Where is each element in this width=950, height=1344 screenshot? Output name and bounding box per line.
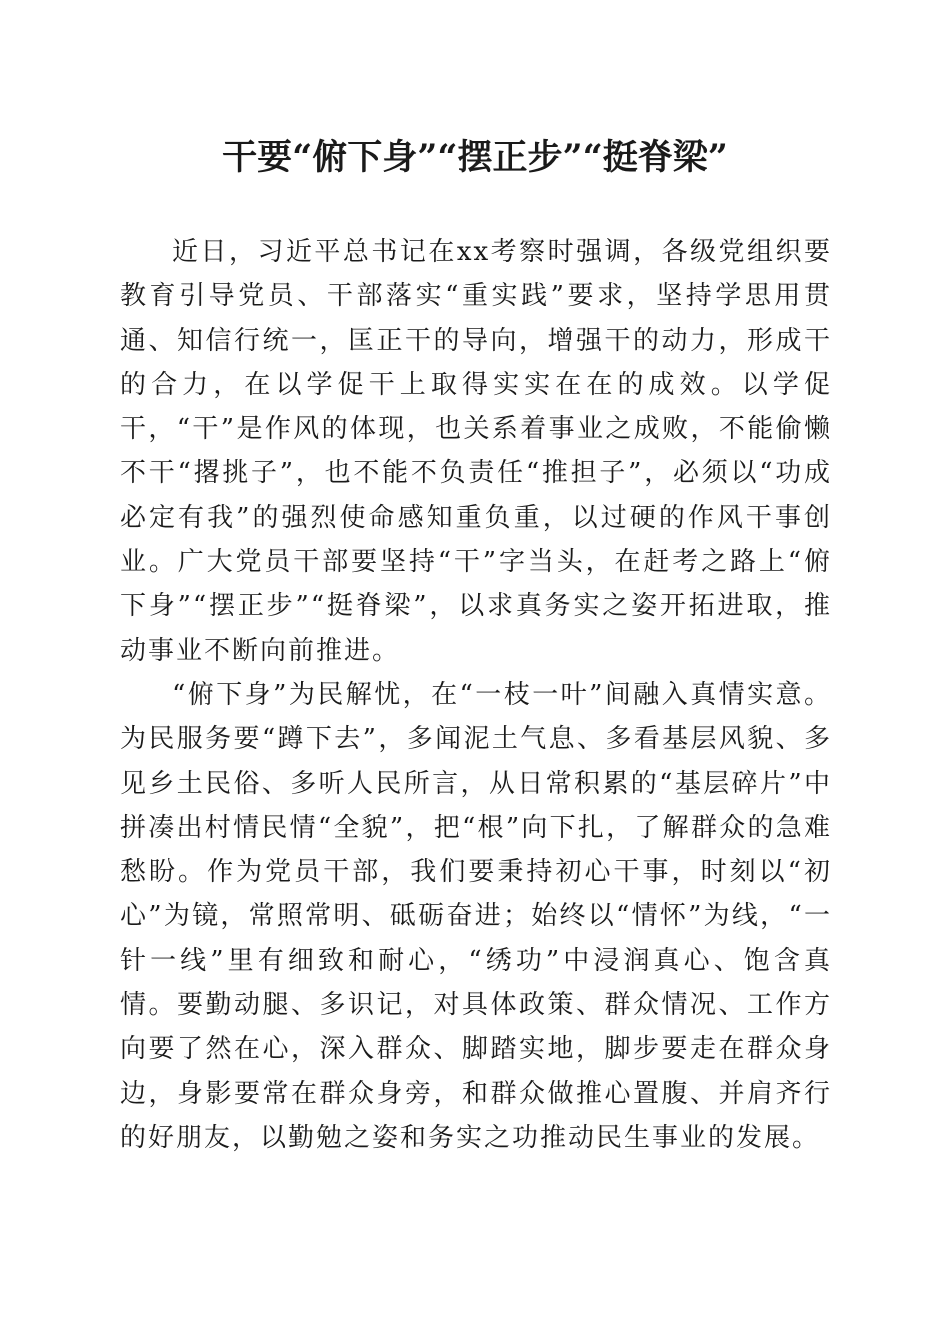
paragraph-1: 近日，习近平总书记在xx考察时强调，各级党组织要教育引导党员、干部落实“重实践”要求，坚持学思用贯通、知信行统一，匡正干的导向，增强干的动力，形成干的合力，在以学促干上取得实实在在的成效。以学促干，“干”是作风的体现，也关系着事业之成败，不能偷懒不干“撂挑子”，也不能不负责任“推担子”，必须以“功成必定有我”的强烈使命感知重负重，以过硬的作风干事创业。广大党员干部要坚持“干”字当头，在赶考之路上“俯下身”“摆正步”“挺脊梁”，以求真务实之姿开拓进取，推动事业不断向前推进。	[120, 237, 832, 666]
document-title: 干要“俯下身”“摆正步”“挺脊梁”	[222, 137, 728, 178]
paragraph-2: “俯下身”为民解忧，在“一枝一叶”间融入真情实意。为民服务要“蹲下去”，多闻泥土气息、多看基层风貌、多见乡土民俗、多听人民所言，从日常积累的“基层碎片”中拼凑出村情民情“全貌”，把“根”向下扎，了解群众的急难愁盼。作为党员干部，我们要秉持初心干事，时刻以“初心”为镜，常照常明、砥砺奋进；始终以“情怀”为线，“一针一线”里有细致和耐心，“绣功”中浸润真心、饱含真情。要勤动腿、多识记，对具体政策、群众情况、工作方向要了然在心，深入群众、脚踏实地，脚步要走在群众身边，身影要常在群众身旁，和群众做推心置腹、并肩齐行的好朋友，以勤勉之姿和务实之功推动民生事业的发展。	[120, 679, 832, 1153]
document-body	[120, 230, 832, 1160]
